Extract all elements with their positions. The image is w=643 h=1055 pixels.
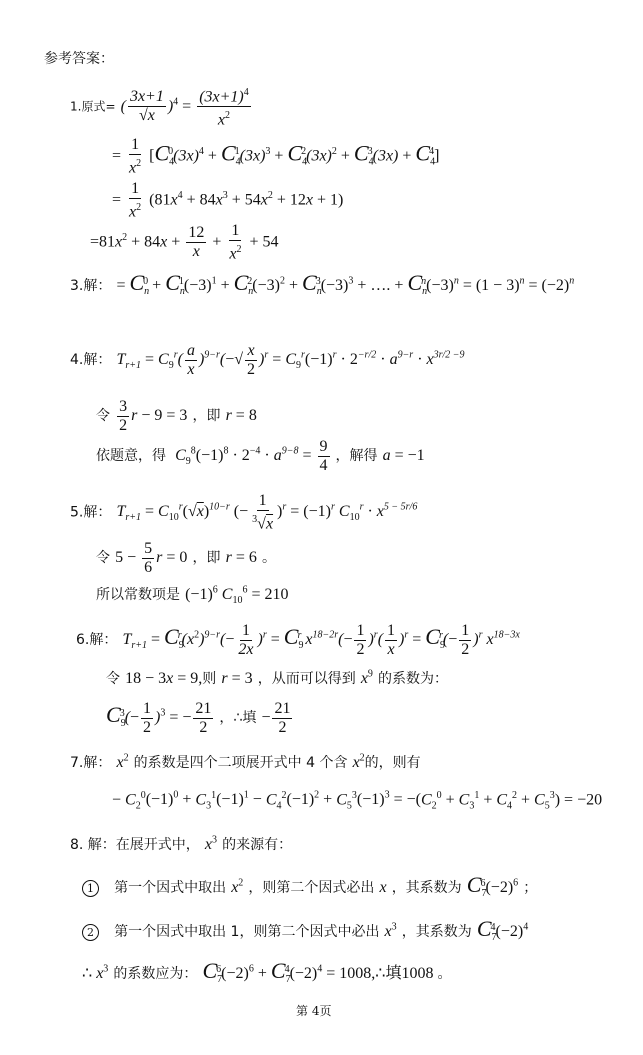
q4-step2-formula: $C_9^8(-1)^8 \cdot 2^{-4} \cdot a^{9-8}$ = $\frac{9}{4}$ <box>171 438 328 474</box>
q5-step1-text-b: ，即 <box>192 550 221 567</box>
q7-text-b: 的，则有 <box>364 755 421 771</box>
q6-step2-result: − $\frac{21}{2}$ <box>261 700 291 736</box>
q4-step2-result: a = −1 <box>382 447 425 465</box>
q6-step2-text: ，∴填 <box>219 710 257 727</box>
q5-step1-text-a: 令 <box>96 550 110 567</box>
q7-formula: − $C_2^0(-1)^0 + C_3^1(-1)^1 - C_4^2(-1)^2 + C_5^3(-1)^3 = -(C_2^0 + C_3^1 + C_4^2 + C_5^3) = -20$ <box>112 790 603 812</box>
q5-step1-result: r = 6 <box>225 549 257 567</box>
q6-label: 6.解： <box>76 632 118 649</box>
q6-step1-formula: 18 − 3x = 9, <box>125 670 203 687</box>
q5-step1-end: 。 <box>261 550 276 567</box>
q1-label: 1.原式= <box>70 99 116 114</box>
q7-x2: $x^2$ <box>116 752 129 771</box>
q4-step1-formula: $\frac{3}{2}$ r − 9 = 3 <box>119 398 188 434</box>
page-heading: 参考答案： <box>44 51 114 67</box>
q4-step1-text-a: 令 <box>96 408 110 425</box>
q6-step1-text-a: 令 <box>106 671 120 687</box>
q8-item1-end: ； <box>523 880 538 896</box>
q5-step1 <box>96 540 276 577</box>
q8-item1-x2: $x^2$ <box>231 877 244 896</box>
q1-line4: $=81x^2 + 84x$ + $\frac{12}{x}$ + $\frac{1}{x^2}$ + 54 <box>90 222 279 263</box>
q5-step1-formula: 5 − $\frac{5}{6}$ r = 0 <box>115 540 188 576</box>
q6-step1-x9: $x^9$ <box>360 668 373 687</box>
q1-line3: = $\frac{1}{x^2}$ $(81x^4 + 84x^3 + 54x^2 + 12x + 1)$ <box>112 180 344 221</box>
q8-item2-number: 2 <box>82 924 99 941</box>
q8-item1-text-a: 第一个因式中取出 <box>114 880 227 896</box>
q5-step2-text: 所以常数项是 <box>96 587 180 603</box>
q1-line2: = $\frac{1}{x^2}$ $[C_4^0(3x)^4 + C_4^1(3x)^3 + C_4^2(3x)^2 + C_4^3(3x) + C_4^4]$ <box>112 136 440 177</box>
q8-item1-x: x <box>379 879 387 896</box>
q5 <box>70 492 417 533</box>
q1-line1-formula: ( $\frac{3x+1}{√x}$ )$^4$ = $\frac{(3x+1)^4}{x^2}$ <box>121 98 253 115</box>
q6-formula: $T_{r+1} = C_9^r(x^2)^{9-r}(-$ $\frac{1}{2x}$ )$^r = C_9^r$ $x^{18-2r}(-$ $\frac{1}{2}$ )$^r$( $\frac{1}{x}$ )$^r = C_9^r(-$ $\frac{1}{2}$ )$^r$ $x^{18-3x}$ <box>122 622 520 658</box>
q7-text-a: 的系数是四个二项展开式中 4 个含 <box>133 755 348 771</box>
q8 <box>70 834 292 854</box>
q8-item1-formula: $C_7^6(-2)^6$ <box>466 872 519 900</box>
q8-x3: $x^3$ <box>204 834 218 853</box>
q4-step2-text-a: 依题意，得 <box>96 448 166 465</box>
q8-item1 <box>82 872 537 899</box>
q6-step2 <box>106 700 294 737</box>
q8-item1-number: 1 <box>82 880 99 897</box>
q6-step1 <box>106 668 448 688</box>
q6 <box>76 622 520 659</box>
q7 <box>70 752 421 772</box>
q4-step1-result: r = 8 <box>225 407 257 425</box>
q4-step1 <box>96 398 257 435</box>
q7-x2-b: $x^2$ <box>352 752 365 771</box>
q8-item1-text-b: ，则第二个因式必出 <box>248 880 375 896</box>
q8-item1-text-c: ，其系数为 <box>391 880 462 896</box>
q8-conclusion-end: 。 <box>437 966 452 982</box>
q8-item2-text-a: 第一个因式中取出 1，则第二个因式中必出 <box>114 924 380 940</box>
q8-label-end: 的来源有： <box>222 837 293 853</box>
q7-label: 7.解： <box>70 755 112 771</box>
q8-therefore: ∴ $x^3$ <box>82 963 109 982</box>
q1-line1 <box>70 84 253 130</box>
q6-step1-result: r = 3 <box>221 670 253 687</box>
q4-formula: $T_{r+1} = C_9^r$( $\frac{a}{x}$ )$^{9-r}$(−√ $\frac{x}{2}$ )$^r = C_9^r(-1)^r \cdot 2^{-r/2} \cdot a^{9-r} \cdot x^{3r/2 -9}$ <box>116 342 465 378</box>
q6-step1-text-b: 则 <box>202 671 217 687</box>
q8-conclusion-text: 的系数应为： <box>113 966 198 982</box>
q4-label: 4.解： <box>70 352 112 369</box>
q8-label: 8. 解：在展开式中， <box>70 837 200 853</box>
q5-step2-formula: $(-1)^6$ $C_{10}^6 = 210$ <box>185 584 289 607</box>
q8-item2-text-b: ，其系数为 <box>401 924 472 940</box>
q5-formula: $T_{r+1} = C_{10}^r(√x)^{10-r}$ (− $\frac{1}{^3√x}$ )$^r = (-1)^r$ $C_{10}^r \cdot x^{5 - 5r/6}$ <box>116 492 418 533</box>
q4 <box>70 342 465 379</box>
q8-conclusion-formula: $C_7^6(-2)^6 + C_7^4(-2)^4$ = 1008,∴填1008 <box>202 958 434 986</box>
q8-conclusion <box>82 958 451 985</box>
q8-item2 <box>82 916 528 943</box>
q3-label: 3.解： <box>70 278 112 294</box>
q3-formula: = $C_n^0 + C_n^1(-3)^1 + C_n^2(-3)^2 + C_n^3(-3)^3$ + …. + $C_n^n(-3)^n = (1 - 3)^n = (-2)^n$ <box>116 270 575 298</box>
q4-step2 <box>96 438 425 475</box>
q6-step1-text-c: ，从而可以得到 <box>257 671 356 687</box>
q8-item2-formula: $C_7^4(-2)^4$ <box>476 916 529 944</box>
q5-label: 5.解： <box>70 504 112 521</box>
q4-step1-text-b: ，即 <box>192 408 221 425</box>
q4-step2-text-b: ，解得 <box>335 448 378 465</box>
q6-step2-formula: $C_9^3(-$ $\frac{1}{2}$ )$^3$ = − $\frac{21}{2}$ <box>106 700 212 736</box>
q6-step1-text-d: 的系数为： <box>378 671 449 687</box>
page-number: 第 4页 <box>296 1004 332 1018</box>
q8-item2-x3: $x^3$ <box>384 921 397 940</box>
q5-step2 <box>96 584 288 606</box>
q3 <box>70 270 574 297</box>
